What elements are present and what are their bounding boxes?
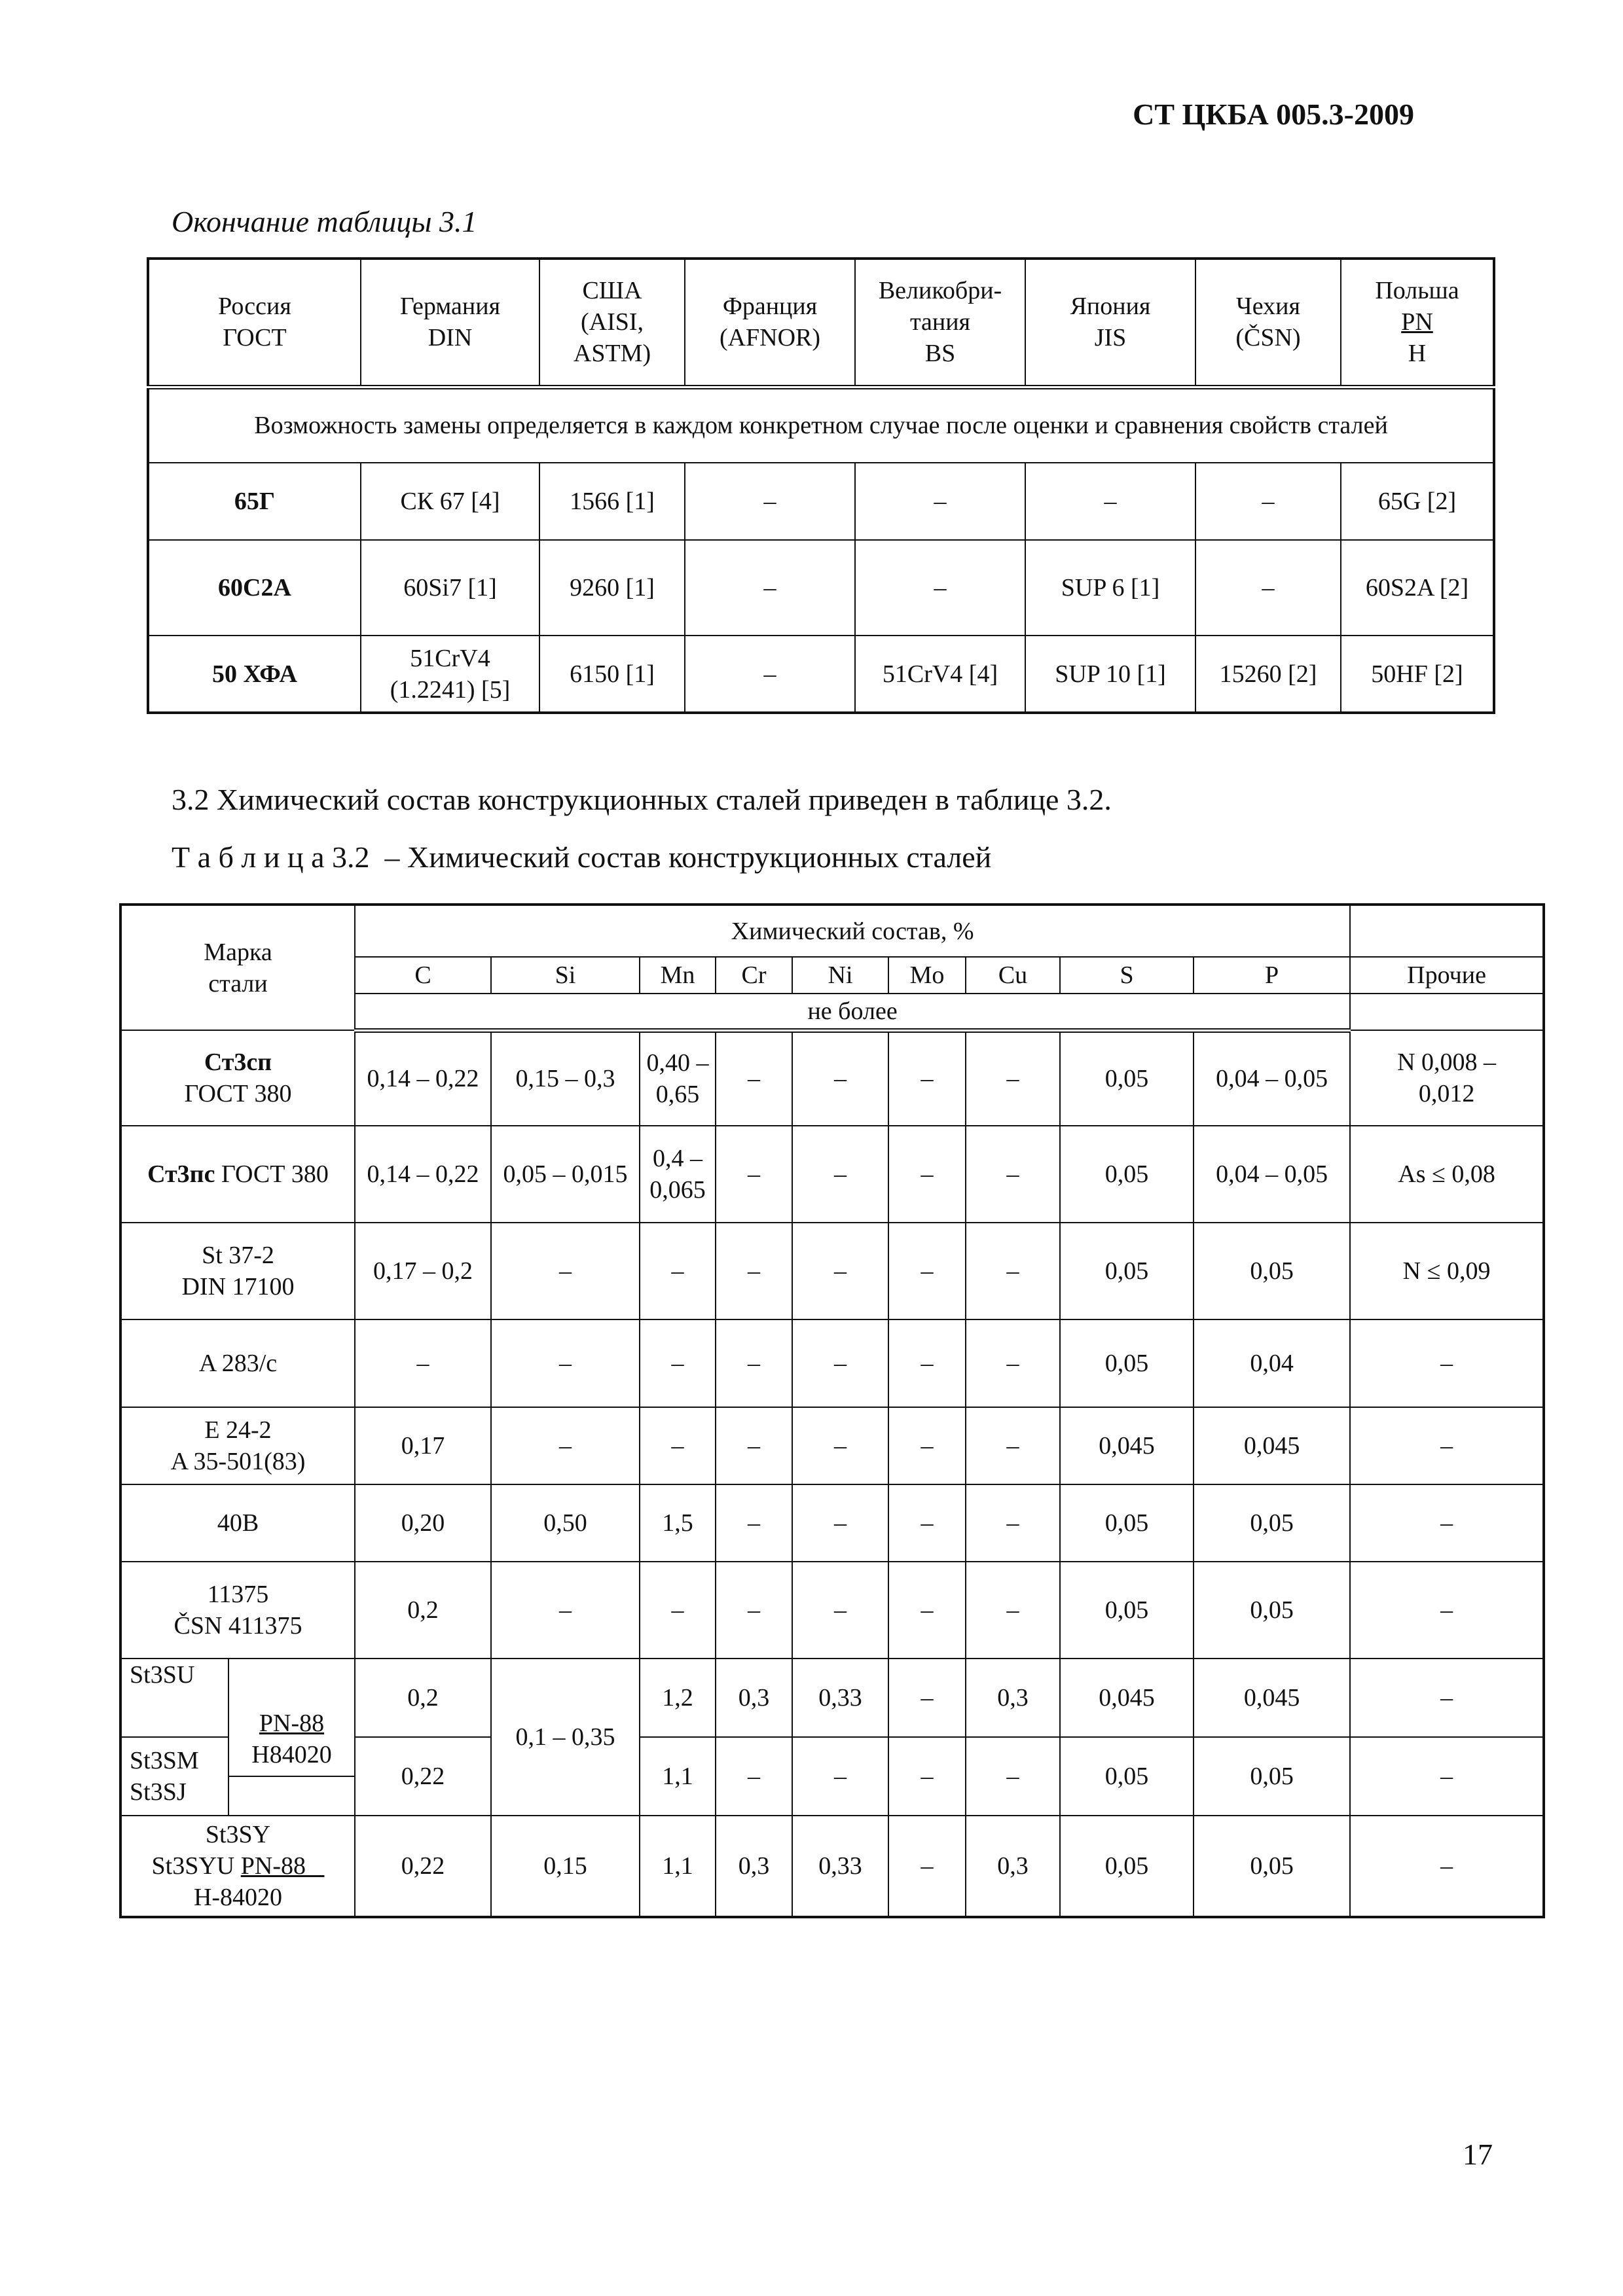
grade-cell: St3SU (120, 1659, 228, 1698)
header-usa: США (AISI, ASTM) (539, 259, 685, 387)
table-row: 65Г СК 67 [4] 1566 [1] – – – – 65G [2] (148, 463, 1494, 540)
table-row: 50 ХФА 51CrV4 (1.2241) [5] 6150 [1] – 51CrV4 [4] SUP 10 [1] 15260 [2] 50HF [2] (148, 636, 1494, 713)
grade-cell: A 283/c (120, 1319, 355, 1407)
element-header: Mo (888, 957, 966, 994)
grade-cell: 11375 ČSN 411375 (120, 1562, 355, 1659)
grade-cell: Ст3сп ГОСТ 380 (120, 1030, 355, 1126)
grade-cell: 50 ХФА (148, 636, 361, 713)
other-cell: – (1350, 1562, 1544, 1659)
element-header: C (355, 957, 491, 994)
element-header: S (1060, 957, 1194, 994)
table-note: Возможность замены определяется в каждом конкретном случае после оценки и сравнения свойств сталей (148, 387, 1494, 463)
grade-cell: 60С2А (148, 540, 361, 636)
header-poland: Польша PN H (1341, 259, 1494, 387)
header-france: Франция (AFNOR) (685, 259, 855, 387)
table-3-1 (147, 257, 1495, 714)
grade-cell: St3SY St3SYU PN-88 H-84020 (120, 1816, 355, 1917)
other-cell: As ≤ 0,08 (1350, 1126, 1544, 1223)
element-header: Cu (966, 957, 1060, 994)
polish-standard-cell: PN-88 H84020 (228, 1659, 355, 1776)
grade-header: Марка стали (120, 905, 355, 1030)
grade-cell: Ст3пс ГОСТ 380 (120, 1126, 355, 1223)
grade-cell: St 37-2 DIN 17100 (120, 1223, 355, 1319)
table-row: St3SM St3SJ 0,22 1,1 – – – – 0,05 0,05 – (120, 1737, 1544, 1776)
table-row: St3SU PN-88 H84020 0,2 0,1 – 0,35 1,2 0,3 0,33 – 0,3 0,045 0,045 – (120, 1659, 1544, 1698)
limit-note: не более (355, 994, 1350, 1030)
paragraph-3-2: 3.2 Химический состав конструкционных сталей приведен в таблице 3.2. (172, 783, 1112, 816)
grade-cell: E 24-2 A 35-501(83) (120, 1407, 355, 1484)
other-cell: – (1350, 1319, 1544, 1407)
table-row: Ст3пс ГОСТ 380 0,14 – 0,22 0,05 – 0,015 0,4 – 0,065 – – – – 0,05 0,04 – 0,05 As ≤ 0,08 (120, 1126, 1544, 1223)
element-header: Ni (792, 957, 888, 994)
table-1-caption: Окончание таблицы 3.1 (172, 205, 477, 238)
shared-si-cell: 0,1 – 0,35 (491, 1659, 640, 1816)
grade-cell: St3SM St3SJ (120, 1737, 228, 1816)
table-2-caption: Т а б л и ц а 3.2 – Химический состав конструкционных сталей (172, 840, 992, 874)
element-header: Прочие (1350, 957, 1544, 994)
table-row: St3SY St3SYU PN-88 H-84020 0,22 0,15 1,1 0,3 0,33 – 0,3 0,05 0,05 – (120, 1816, 1544, 1917)
table-row: A 283/c – – – – – – – 0,05 0,04 – (120, 1319, 1544, 1407)
table-row: 60С2А 60Si7 [1] 9260 [1] – – SUP 6 [1] – 60S2A [2] (148, 540, 1494, 636)
document-code: СТ ЦКБА 005.3-2009 (1133, 98, 1414, 131)
element-header: Mn (640, 957, 716, 994)
element-header: P (1194, 957, 1350, 994)
header-russia: Россия ГОСТ (148, 259, 361, 387)
element-header: Cr (716, 957, 792, 994)
table-3-2 (119, 903, 1545, 1918)
table-row: Ст3сп ГОСТ 380 0,14 – 0,22 0,15 – 0,3 0,40 – 0,65 – – – – 0,05 0,04 – 0,05 N 0,008 – 0,012 (120, 1030, 1544, 1126)
other-cell: – (1350, 1407, 1544, 1484)
other-cell: – (1350, 1484, 1544, 1562)
grade-cell: 65Г (148, 463, 361, 540)
table-row: 40B 0,20 0,50 1,5 – – – – 0,05 0,05 – (120, 1484, 1544, 1562)
grade-cell: 40B (120, 1484, 355, 1562)
other-cell: N 0,008 – 0,012 (1350, 1030, 1544, 1126)
element-header: Si (491, 957, 640, 994)
header-germany: Германия DIN (361, 259, 539, 387)
other-cell: N ≤ 0,09 (1350, 1223, 1544, 1319)
page-number: 17 (1463, 2138, 1493, 2171)
table-row: E 24-2 A 35-501(83) 0,17 – – – – – – 0,045 0,045 – (120, 1407, 1544, 1484)
composition-header: Химический состав, % (355, 905, 1350, 957)
header-uk: Великобри- тания BS (855, 259, 1025, 387)
table-row: 11375 ČSN 411375 0,2 – – – – – – 0,05 0,05 – (120, 1562, 1544, 1659)
header-japan: Япония JIS (1025, 259, 1195, 387)
table-row: St 37-2 DIN 17100 0,17 – 0,2 – – – – – – 0,05 0,05 N ≤ 0,09 (120, 1223, 1544, 1319)
header-czech: Чехия (ČSN) (1195, 259, 1341, 387)
